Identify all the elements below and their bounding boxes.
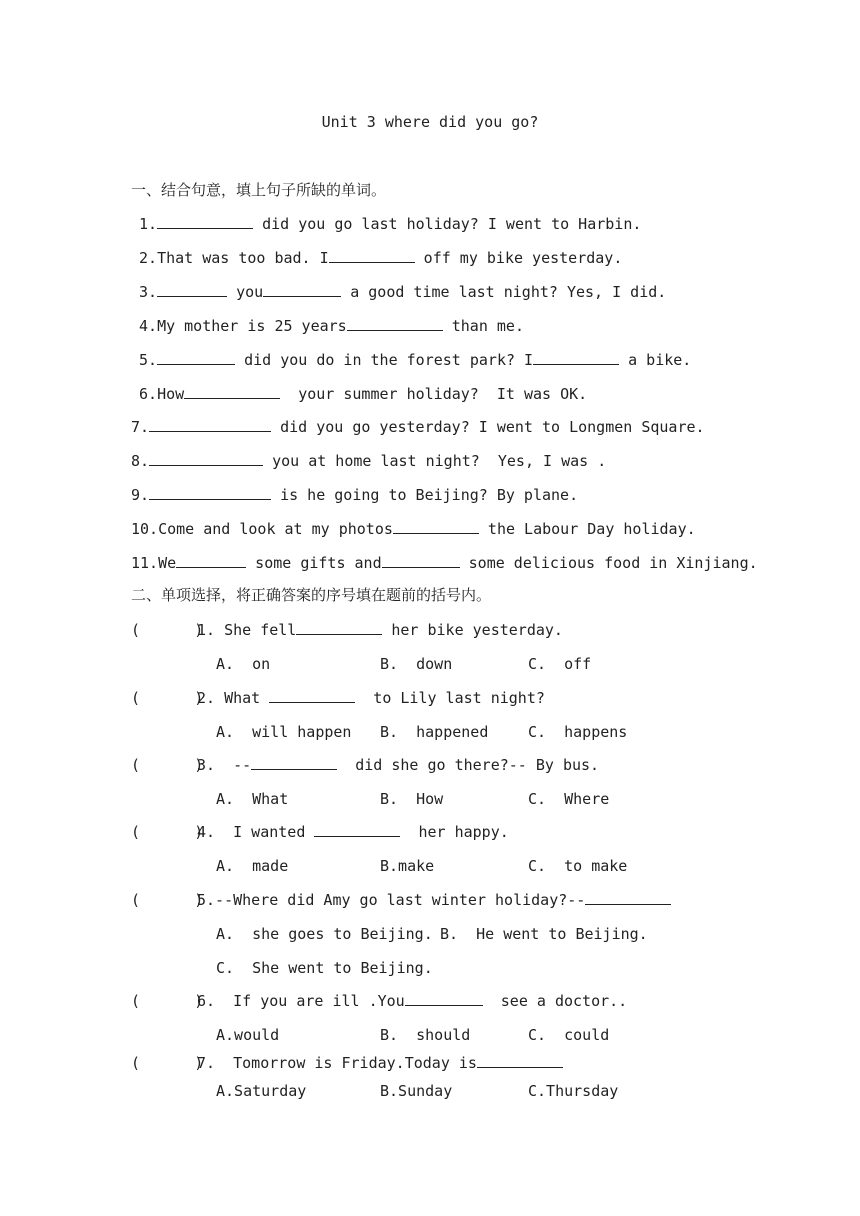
option[interactable]: B. How bbox=[380, 790, 444, 808]
choice-question bbox=[131, 890, 671, 910]
item-text: the Labour Day holiday. bbox=[478, 520, 696, 538]
answer-parentheses[interactable]: ( ) bbox=[131, 756, 204, 774]
fill-in-item bbox=[139, 384, 587, 404]
option[interactable]: C. She went to Beijing. bbox=[216, 959, 433, 977]
answer-blank[interactable] bbox=[263, 282, 341, 297]
answer-blank[interactable] bbox=[477, 1053, 563, 1068]
question-text: see a doctor.. bbox=[482, 992, 628, 1010]
answer-blank[interactable] bbox=[329, 248, 415, 263]
fill-in-item bbox=[131, 553, 758, 573]
item-text: did you go last holiday? I went to Harbin. bbox=[253, 215, 642, 233]
item-text: did you go yesterday? I went to Longmen Square. bbox=[271, 418, 705, 436]
item-text: you at home last night? Yes, I was . bbox=[263, 452, 607, 470]
item-number: 6. bbox=[139, 385, 158, 403]
answer-blank[interactable] bbox=[405, 991, 483, 1006]
answer-blank[interactable] bbox=[393, 519, 479, 534]
page-title: Unit 3 where did you go? bbox=[321, 113, 539, 131]
option[interactable]: A. she goes to Beijing. bbox=[216, 925, 433, 943]
option[interactable]: A. made bbox=[216, 857, 289, 875]
answer-blank[interactable] bbox=[251, 755, 337, 770]
question-text: did she go there?-- By bus. bbox=[337, 756, 600, 774]
answer-blank[interactable] bbox=[314, 822, 400, 837]
choice-question bbox=[131, 822, 509, 842]
item-text: is he going to Beijing? By plane. bbox=[271, 486, 579, 504]
fill-in-item bbox=[139, 248, 622, 268]
option[interactable]: A.would bbox=[216, 1026, 280, 1044]
answer-parentheses[interactable]: ( ) bbox=[131, 891, 204, 909]
fill-in-item bbox=[131, 417, 705, 437]
answer-parentheses[interactable]: ( ) bbox=[131, 689, 204, 707]
option[interactable]: A. on bbox=[216, 655, 271, 673]
answer-blank[interactable] bbox=[149, 417, 271, 432]
option[interactable]: A. will happen bbox=[216, 723, 352, 741]
fill-in-item bbox=[131, 519, 696, 539]
answer-blank[interactable] bbox=[347, 316, 443, 331]
item-text: some gifts and bbox=[246, 554, 382, 572]
option[interactable]: C. to make bbox=[528, 857, 628, 875]
option[interactable]: A.Saturday bbox=[216, 1082, 307, 1100]
answer-blank[interactable] bbox=[157, 350, 235, 365]
section-heading: 一、结合句意，填上句子所缺的单词。 bbox=[131, 181, 387, 199]
fill-in-item bbox=[139, 282, 666, 302]
item-number: 4. bbox=[139, 317, 158, 335]
item-number: 11. bbox=[131, 554, 159, 572]
option[interactable]: C. off bbox=[528, 655, 592, 673]
question-text: 7. Tomorrow is Friday.Today is bbox=[197, 1054, 477, 1072]
item-text: you bbox=[227, 283, 264, 301]
question-text: 3. -- bbox=[197, 756, 252, 774]
answer-blank[interactable] bbox=[149, 451, 263, 466]
answer-parentheses[interactable]: ( ) bbox=[131, 621, 204, 639]
option[interactable]: B. should bbox=[380, 1026, 471, 1044]
question-text: 5.--Where did Amy go last winter holiday?-- bbox=[197, 891, 586, 909]
fill-in-item bbox=[139, 350, 691, 370]
question-text: 6. If you are ill .You bbox=[197, 992, 405, 1010]
option[interactable]: B. happened bbox=[380, 723, 489, 741]
item-number: 7. bbox=[131, 418, 150, 436]
question-text: 2. What bbox=[197, 689, 270, 707]
answer-blank[interactable] bbox=[176, 553, 246, 568]
answer-parentheses[interactable]: ( ) bbox=[131, 992, 204, 1010]
fill-in-item bbox=[131, 451, 606, 471]
item-text: some delicious food in Xinjiang. bbox=[459, 554, 758, 572]
item-number: 8. bbox=[131, 452, 150, 470]
item-text: than me. bbox=[442, 317, 524, 335]
fill-in-item bbox=[139, 214, 641, 234]
option[interactable]: C. happens bbox=[528, 723, 628, 741]
question-text: to Lily last night? bbox=[355, 689, 545, 707]
item-text: a good time last night? Yes, I did. bbox=[341, 283, 667, 301]
answer-blank[interactable] bbox=[585, 890, 671, 905]
fill-in-item bbox=[139, 316, 524, 336]
answer-blank[interactable] bbox=[149, 485, 271, 500]
item-number: 3. bbox=[139, 283, 158, 301]
choice-question bbox=[131, 991, 627, 1011]
choice-question bbox=[131, 688, 545, 708]
option[interactable]: B.Sunday bbox=[380, 1082, 453, 1100]
choice-question bbox=[131, 755, 599, 775]
answer-blank[interactable] bbox=[157, 214, 253, 229]
item-text: My mother is 25 years bbox=[157, 317, 347, 335]
answer-blank[interactable] bbox=[533, 350, 619, 365]
answer-blank[interactable] bbox=[157, 282, 227, 297]
option[interactable]: A. What bbox=[216, 790, 289, 808]
item-text: your summer holiday? It was OK. bbox=[280, 385, 588, 403]
option[interactable]: B. He went to Beijing. bbox=[440, 925, 648, 943]
option[interactable]: B. down bbox=[380, 655, 453, 673]
option[interactable]: C.Thursday bbox=[528, 1082, 619, 1100]
item-text: off my bike yesterday. bbox=[414, 249, 623, 267]
item-text: did you do in the forest park? I bbox=[235, 351, 534, 369]
answer-blank[interactable] bbox=[296, 620, 382, 635]
fill-in-item bbox=[131, 485, 578, 505]
choice-question bbox=[131, 620, 563, 640]
choice-question bbox=[131, 1053, 563, 1073]
item-text: a bike. bbox=[619, 351, 692, 369]
item-number: 1. bbox=[139, 215, 158, 233]
answer-blank[interactable] bbox=[184, 384, 280, 399]
question-text: her happy. bbox=[400, 823, 509, 841]
section-heading: 二、单项选择，将正确答案的序号填在题前的括号内。 bbox=[131, 586, 492, 604]
item-number: 2. bbox=[139, 249, 158, 267]
answer-parentheses[interactable]: ( ) bbox=[131, 1054, 204, 1072]
item-text: Come and look at my photos bbox=[158, 520, 393, 538]
item-number: 5. bbox=[139, 351, 158, 369]
question-text: 1. She fell bbox=[197, 621, 297, 639]
item-text: That was too bad. I bbox=[157, 249, 329, 267]
option[interactable]: C. Where bbox=[528, 790, 610, 808]
answer-blank[interactable] bbox=[382, 553, 460, 568]
option[interactable]: B.make bbox=[380, 857, 435, 875]
answer-blank[interactable] bbox=[269, 688, 355, 703]
question-text: 4. I wanted bbox=[197, 823, 315, 841]
answer-parentheses[interactable]: ( ) bbox=[131, 823, 204, 841]
question-text: her bike yesterday. bbox=[382, 621, 563, 639]
option[interactable]: C. could bbox=[528, 1026, 610, 1044]
item-text: How bbox=[157, 385, 185, 403]
item-text: We bbox=[158, 554, 177, 572]
item-number: 10. bbox=[131, 520, 159, 538]
item-number: 9. bbox=[131, 486, 150, 504]
